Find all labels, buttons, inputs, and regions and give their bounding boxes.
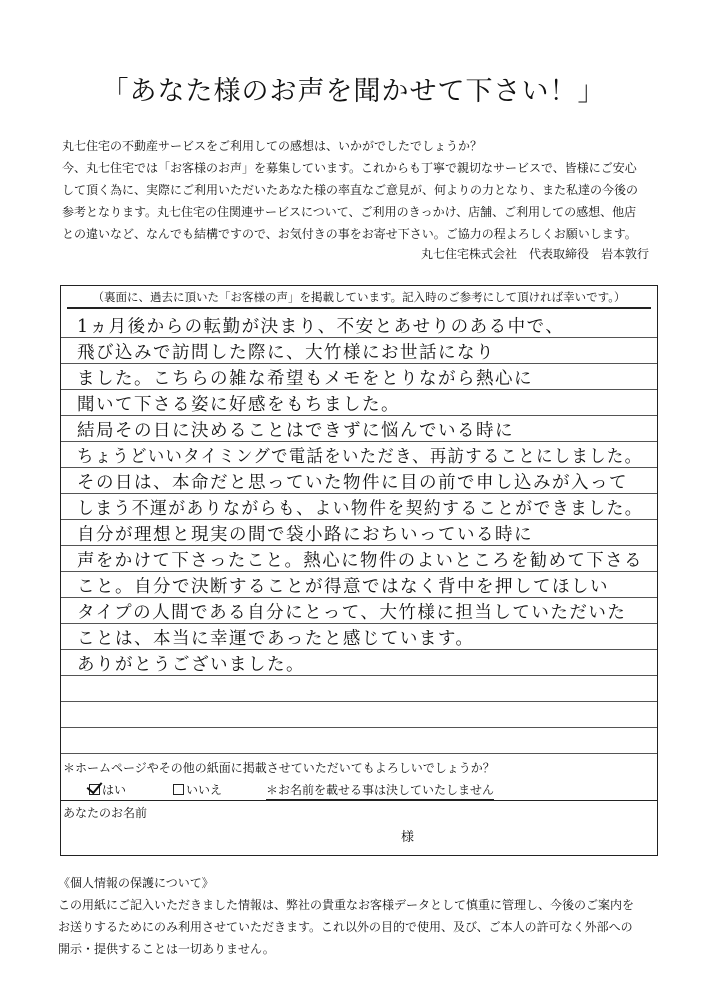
- comment-line: [61, 441, 657, 468]
- comment-line: [61, 649, 657, 676]
- comment-line: [61, 415, 657, 442]
- handwritten-text: こと。自分で決断することが得意ではなく背中を押してほしい: [77, 577, 609, 597]
- handwritten-text: ありがとうございました。: [77, 655, 305, 675]
- option-yes[interactable]: [89, 781, 126, 798]
- comment-line: [61, 389, 657, 416]
- intro-text: [62, 135, 662, 245]
- page-title: 「あなた様のお声を聞かせて下さい！」: [101, 76, 606, 107]
- option-no-label: いいえ: [186, 783, 223, 797]
- privacy-heading: 《個人情報の保護について》: [58, 876, 214, 890]
- handwritten-text: 飛び込みで訪問した際に、大竹様にお世話になり: [77, 343, 495, 363]
- handwritten-text: 声をかけて下さったこと。熱心に物件のよいところを勧めて下さる: [77, 551, 644, 571]
- handwritten-text: 1ヵ月後からの転勤が決まり、不安とあせりのある中で、: [77, 317, 565, 337]
- comment-line: [61, 623, 657, 650]
- note-divider: [67, 307, 651, 309]
- comment-form-box: [60, 285, 658, 856]
- handwritten-text: しまう不運がありながらも、よい物件を契約することができました。: [77, 499, 644, 519]
- company-signature: 丸七住宅株式会社 代表取締役 岩本敦行: [420, 247, 649, 261]
- handwritten-text: 自分が理想と現実の間で袋小路におちいっている時に: [77, 525, 533, 545]
- handwritten-text: ことは、本当に幸運であったと感じています。: [77, 629, 475, 649]
- comment-line: [61, 363, 657, 390]
- intro-line: して頂く為に、実際にご利用いただいたあなた様の率直なご意見が、何よりの力となり、また私達の今後の: [62, 183, 639, 197]
- comment-line: [61, 545, 657, 572]
- privacy-line: 開示・提供することは一切ありません。: [58, 942, 275, 956]
- handwritten-text: ました。こちらの雑な希望もメモをとりながら熱心に: [77, 369, 533, 389]
- handwritten-text: ちょうどいいタイミングで電話をいただき、再訪することにしました。: [77, 447, 643, 467]
- comment-line: [61, 571, 657, 598]
- comment-line: [61, 701, 657, 728]
- privacy-line: お送りするためにのみ利用させていただきます。これ以外の目的で使用、及び、ご本人の許可なく外部への: [58, 920, 633, 934]
- handwritten-text: 聞いて下さる姿に好感をもちました。: [77, 395, 400, 415]
- comment-line: [61, 727, 657, 754]
- comment-line: [61, 675, 657, 702]
- comment-line: [61, 337, 657, 364]
- checkbox-no-icon[interactable]: [173, 784, 184, 795]
- handwritten-text: その日は、本命だと思っていた物件に目の前で申し込みが入って: [77, 473, 628, 493]
- privacy-line: この用紙にご記入いただきました情報は、弊社の貴重なお客様データとして慎重に管理し、今後のご案内を: [58, 898, 635, 912]
- name-label: あなたのお名前: [63, 806, 148, 820]
- handwritten-text: タイプの人間である自分にとって、大竹様に担当していただいた: [77, 603, 627, 623]
- handwritten-text: 結局その日に決めることはできずに悩んでいる時に: [77, 421, 514, 441]
- comment-line: [61, 519, 657, 546]
- name-privacy-notice: ＊お名前を載せる事は決していたしません: [266, 781, 494, 801]
- comment-line: [61, 493, 657, 520]
- comment-line: [61, 597, 657, 624]
- intro-line: との違いなど、なんでも結構ですので、お気付きの事をお寄せ下さい。ご協力の程よろしくお願いします。: [62, 227, 637, 241]
- comment-line: [61, 467, 657, 494]
- consent-options: [61, 778, 657, 801]
- intro-line: 今、丸七住宅では「お客様のお声」を募集しています。これからも丁寧で親切なサービスで、皆様にご安心: [62, 161, 637, 175]
- intro-line: 丸七住宅の不動産サービスをご利用しての感想は、いかがでしたでしょうか？: [62, 139, 483, 153]
- option-no[interactable]: [173, 781, 222, 798]
- comment-line: [61, 311, 657, 338]
- option-yes-label: はい: [102, 783, 127, 797]
- name-suffix: 様: [401, 830, 415, 845]
- form-note: （裏面に、過去に頂いた「お客様の声」を掲載しています。記入時のご参考にして頂ければ幸いです。）: [92, 290, 626, 304]
- privacy-section: [58, 872, 678, 960]
- intro-line: 参考となります。丸七住宅の住関連サービスについて、ご利用のきっかけ、店舗、ご利用しての感想、他店: [62, 205, 637, 219]
- checkbox-yes-checked-icon[interactable]: [89, 784, 100, 795]
- consent-question: ＊ホームページやその他の紙面に掲載させていただいてもよろしいでしょうか？: [63, 761, 495, 775]
